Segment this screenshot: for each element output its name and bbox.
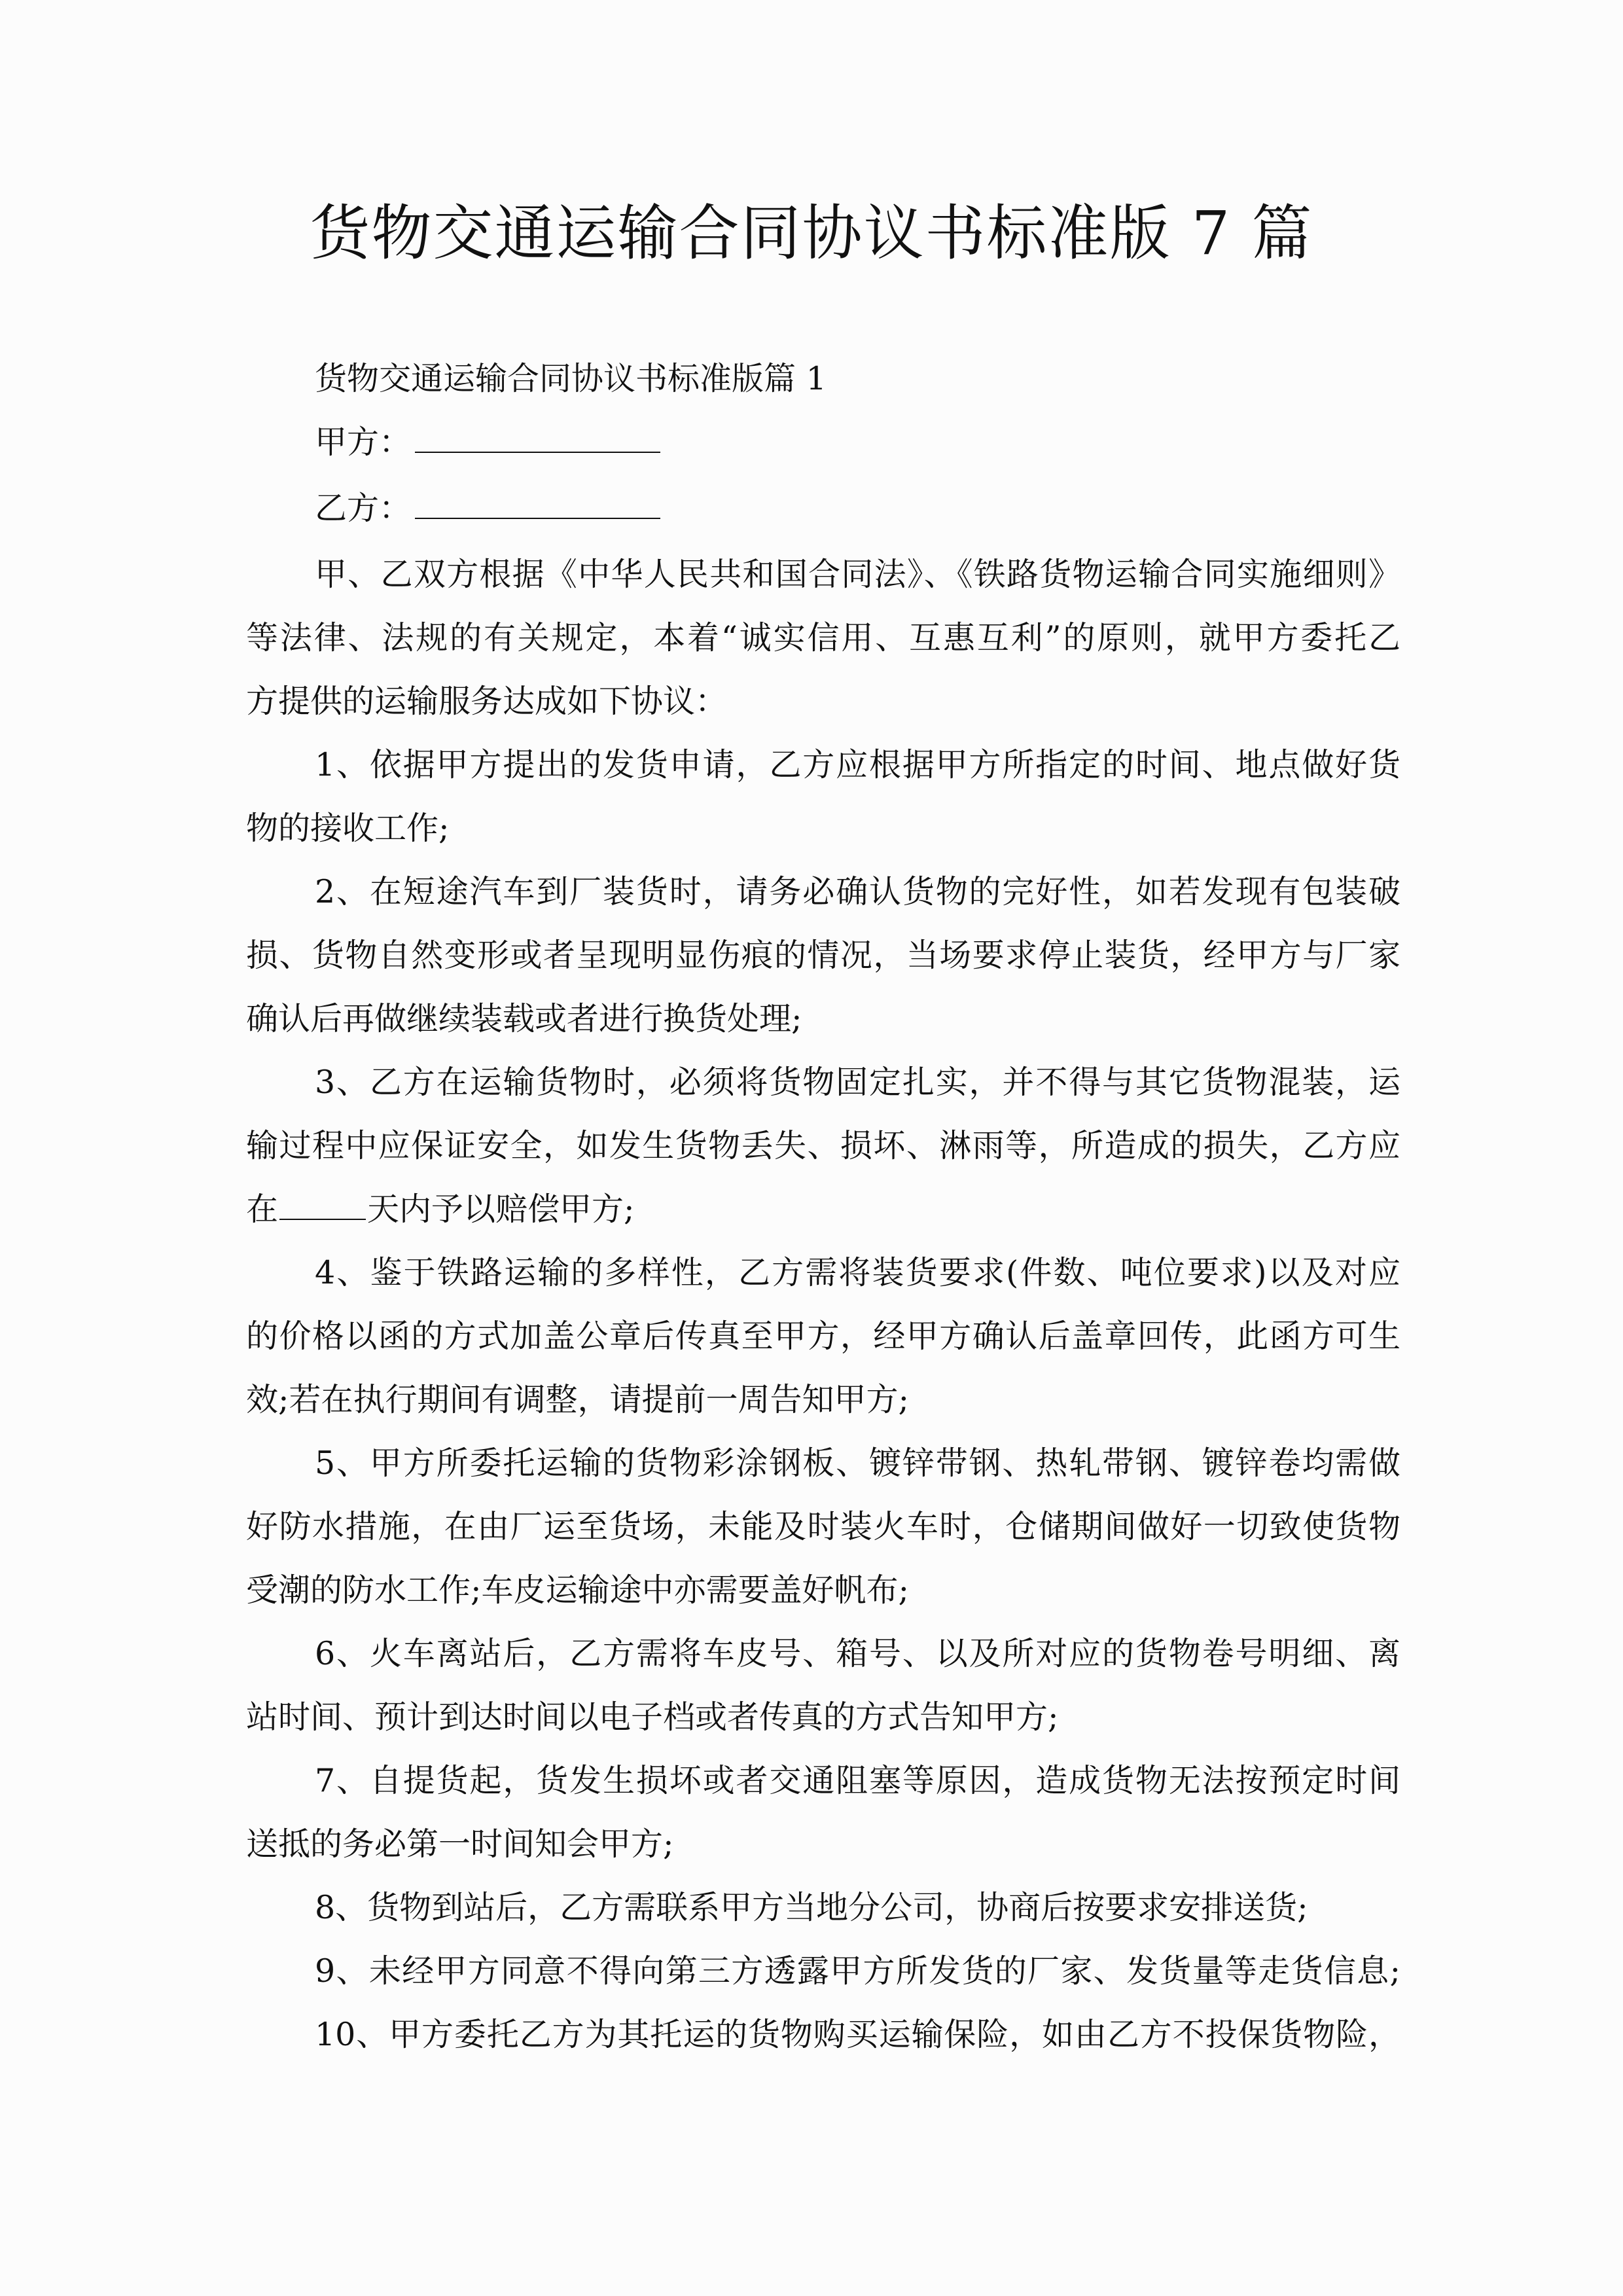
- clause-10: [246, 2003, 1400, 2066]
- clause-8: [246, 1876, 1400, 1939]
- days-blank-field[interactable]: [279, 1179, 366, 1220]
- paragraph-line: 7、自提货起，货发生损坏或者交通阻塞等原因，造成货物无法按预定时间: [315, 1762, 1400, 1799]
- paragraph-line: 站时间、预计到达时间以电子档或者传真的方式告知甲方;: [246, 1698, 1059, 1736]
- clause-4: [246, 1241, 1400, 1431]
- preamble-paragraph: [246, 543, 1400, 733]
- party-b-blank-field[interactable]: [415, 478, 660, 519]
- document-body: [246, 347, 1400, 2066]
- paragraph-line: 受潮的防水工作;车皮运输途中亦需要盖好帆布;: [246, 1571, 910, 1609]
- clause-6: [246, 1622, 1400, 1749]
- clause-7: [246, 1749, 1400, 1876]
- party-a-blank-field[interactable]: [415, 412, 660, 453]
- paragraph-line: 送抵的务必第一时间知会甲方;: [246, 1825, 674, 1863]
- paragraph-line: 物的接收工作;: [246, 810, 450, 847]
- party-b-row: [246, 476, 1400, 543]
- clause-3: [246, 1050, 1400, 1241]
- paragraph-line: 4、鉴于铁路运输的多样性，乙方需将装货要求(件数、吨位要求)以及对应: [315, 1254, 1400, 1291]
- paragraph-line: 甲、乙双方根据《中华人民共和国合同法》、《铁路货物运输合同实施细则》: [315, 556, 1400, 593]
- party-a-label: 甲方：: [315, 423, 412, 461]
- paragraph-line: 效;若在执行期间有调整，请提前一周告知甲方;: [246, 1381, 910, 1418]
- paragraph-line: 8、货物到站后，乙方需联系甲方当地分公司，协商后按要求安排送货;: [315, 1889, 1308, 1926]
- party-a-row: [246, 410, 1400, 476]
- paragraph-line: 9、未经甲方同意不得向第三方透露甲方所发货的厂家、发货量等走货信息;: [315, 1952, 1400, 1990]
- clause-1: [246, 733, 1400, 860]
- paragraph-line: 损、货物自然变形或者呈现明显伤痕的情况，当场要求停止装货，经甲方与厂家: [246, 937, 1400, 974]
- paragraph-line: 方提供的运输服务达成如下协议：: [246, 683, 728, 720]
- paragraph-line: 1、依据甲方提出的发货申请，乙方应根据甲方所指定的时间、地点做好货: [315, 746, 1400, 783]
- paragraph-line: 输过程中应保证安全，如发生货物丢失、损坏、淋雨等，所造成的损失，乙方应: [246, 1127, 1400, 1164]
- section-subtitle: 货物交通运输合同协议书标准版篇 1: [315, 360, 827, 397]
- paragraph-line: 3、乙方在运输货物时，必须将货物固定扎实，并不得与其它货物混装，运: [315, 1064, 1400, 1101]
- paragraph-line: 的价格以函的方式加盖公章后传真至甲方，经甲方确认后盖章回传，此函方可生: [246, 1318, 1400, 1355]
- paragraph-line: 6、火车离站后，乙方需将车皮号、箱号、以及所对应的货物卷号明细、离: [315, 1635, 1400, 1672]
- clause-5: [246, 1431, 1400, 1622]
- clause-3-text-after: 天内予以赔偿甲方;: [367, 1191, 635, 1228]
- paragraph-line: [246, 1177, 1400, 1241]
- document-title: 货物交通运输合同协议书标准版 7 篇: [310, 198, 1313, 268]
- paragraph-line: 确认后再做继续装载或者进行换货处理;: [246, 1000, 802, 1037]
- clause-9: [246, 1939, 1400, 2003]
- clause-2: [246, 860, 1400, 1050]
- paragraph-line: 10、甲方委托乙方为其托运的货物购买运输保险，如由乙方不投保货物险，: [315, 2016, 1400, 2053]
- paragraph-line: 5、甲方所委托运输的货物彩涂钢板、镀锌带钢、热轧带钢、镀锌卷均需做: [315, 1444, 1400, 1482]
- paragraph-line: 2、在短途汽车到厂装货时，请务必确认货物的完好性，如若发现有包装破: [315, 873, 1400, 910]
- clause-3-text-before: 在: [246, 1191, 279, 1228]
- paragraph-line: 等法律、法规的有关规定，本着“诚实信用、互惠互利”的原则，就甲方委托乙: [246, 619, 1400, 656]
- party-b-label: 乙方：: [315, 490, 412, 527]
- paragraph-line: 好防水措施，在由厂运至货场，未能及时装火车时，仓储期间做好一切致使货物: [246, 1508, 1400, 1545]
